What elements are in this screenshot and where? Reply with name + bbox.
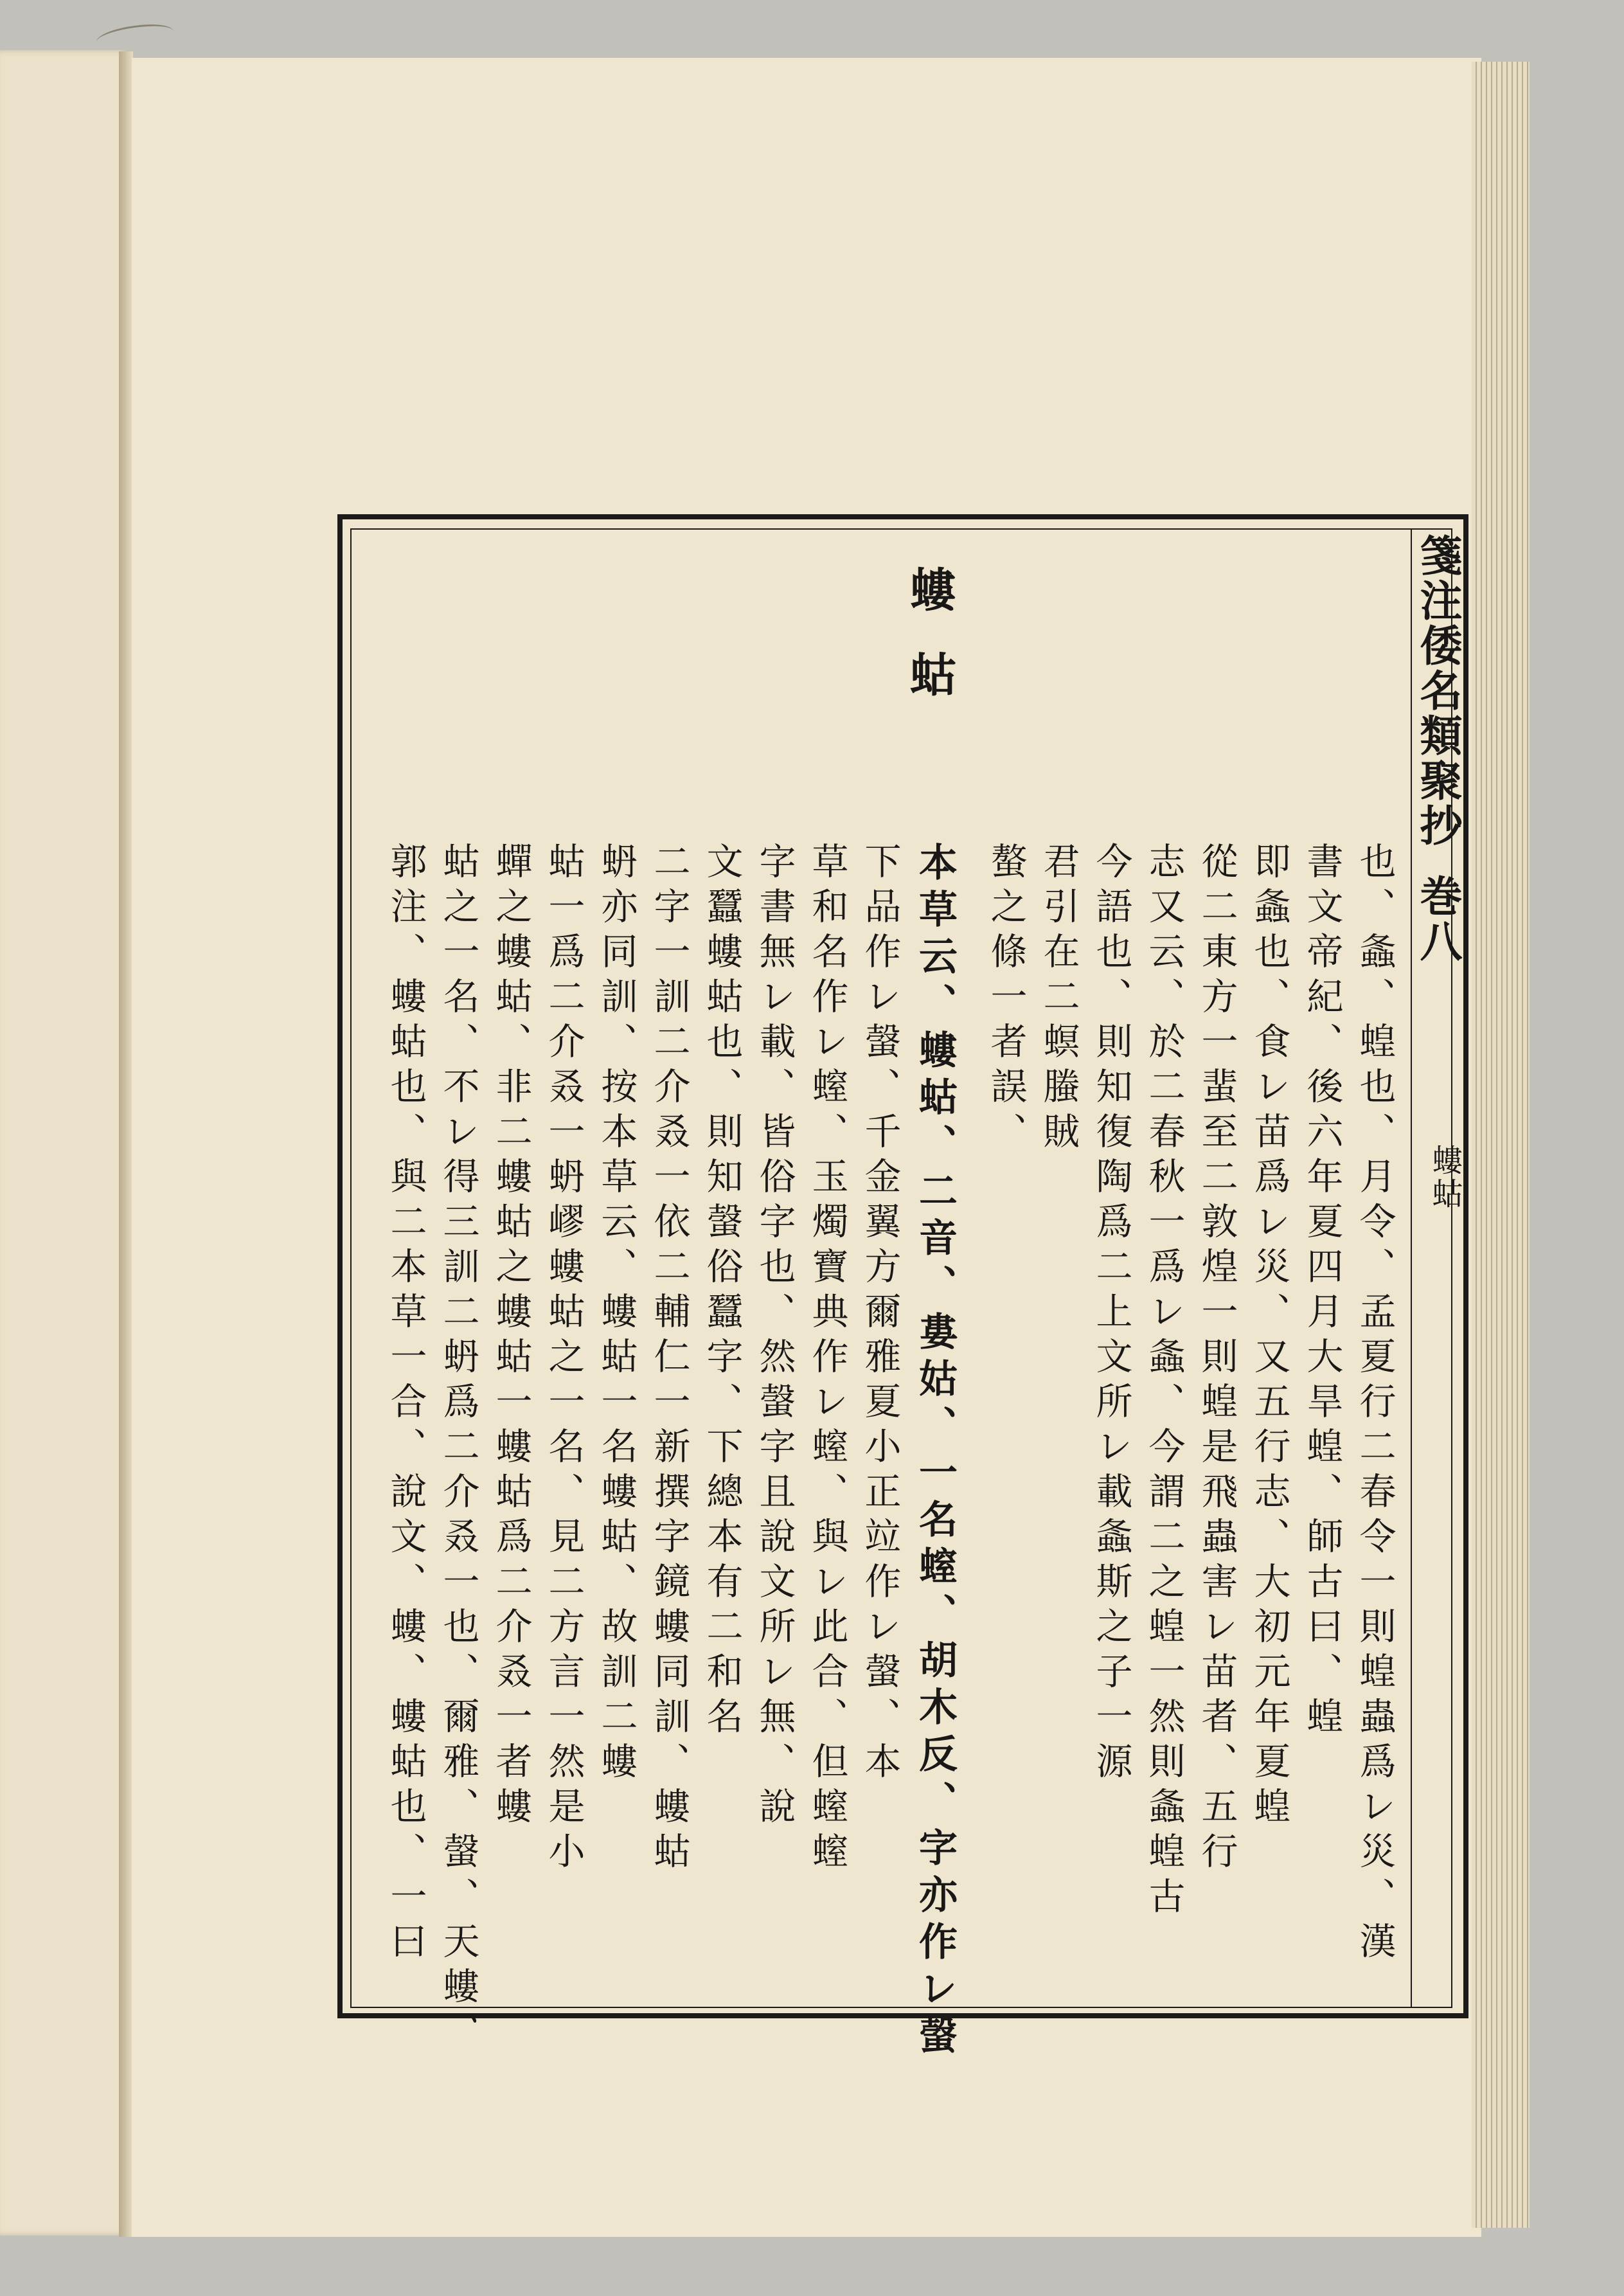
text-column-1: 也、螽、蝗也、月令、孟夏行二春令一則蝗蟲爲レ災、漢 — [1353, 842, 1396, 1967]
text-column-18: 蛄之一名、不レ得三訓二蚒爲二介叒一也、爾雅、螜、天螻、 — [437, 842, 479, 2057]
text-column-16: 蛄一爲二介叒一蚒嵺螻蛄之一名、見二方言一然是小 — [542, 842, 585, 1877]
volume-label: 巻八 — [1413, 874, 1463, 964]
entry-title: 螻蛄 — [902, 566, 957, 735]
text-column-17: 蟬之螻蛄、非二螻蛄之螻蛄一螻蛄爲二介叒一者螻 — [490, 842, 532, 1832]
text-column-13: 文蠶螻蛄也、則知螜俗蠶字、下總本有二和名 — [700, 842, 743, 1742]
section-label: 螻蛄 — [1427, 1144, 1463, 1211]
left-page — [0, 50, 129, 2236]
text-column-10: 下品作レ螜、千金翼方爾雅夏小正竝作レ螜、本 — [859, 842, 901, 1787]
text-column-11: 草和名作レ螲、玉燭寶典作レ螲、與レ此合、但螲螲 — [806, 842, 848, 1877]
text-column-6: 今語也、則知復陶爲二上文所レ載螽斯之子一源 — [1090, 842, 1132, 1787]
text-column-9: 本草云、螻蛄、二音、婁姑、一名螲、胡木反、字亦作レ螜 — [913, 842, 958, 2062]
text-column-15: 蚒亦同訓、按本草云、螻蛄一名螻蛄、故訓二螻 — [595, 842, 638, 1787]
text-column-14: 二字一訓二介叒一依二輔仁一新撰字鏡螻同訓、螻蛄 — [648, 842, 690, 1877]
book-gutter — [119, 51, 133, 2237]
text-column-2: 書文帝紀、後六年夏四月大旱蝗、師古曰、蝗 — [1301, 842, 1343, 1742]
book-title-text: 箋注倭名類聚抄 — [1413, 534, 1463, 848]
text-column-4: 從二東方一蜚至二敦煌一則蝗是飛蟲害レ苗者、五行 — [1195, 842, 1238, 1877]
text-column-8: 螯之條一者誤、 — [985, 842, 1027, 1157]
binding-thread — [95, 21, 174, 52]
page-edges — [1472, 62, 1530, 2228]
text-column-3: 即螽也、食レ苗爲レ災、又五行志、大初元年夏蝗 — [1248, 842, 1290, 1832]
book-title — [1413, 534, 1468, 964]
text-column-19: 郭注、螻蛄也、與二本草一合、說文、螻、螻蛄也、一曰 — [384, 842, 427, 1967]
text-column-7: 君引在二螟螣賊 — [1037, 842, 1080, 1157]
text-column-12: 字書無レ載、皆俗字也、然螜字且說文所レ無、說 — [753, 842, 796, 1832]
text-column-5: 志又云、於二春秋一爲レ螽、今謂二之蝗一然則螽蝗古 — [1143, 842, 1185, 1922]
